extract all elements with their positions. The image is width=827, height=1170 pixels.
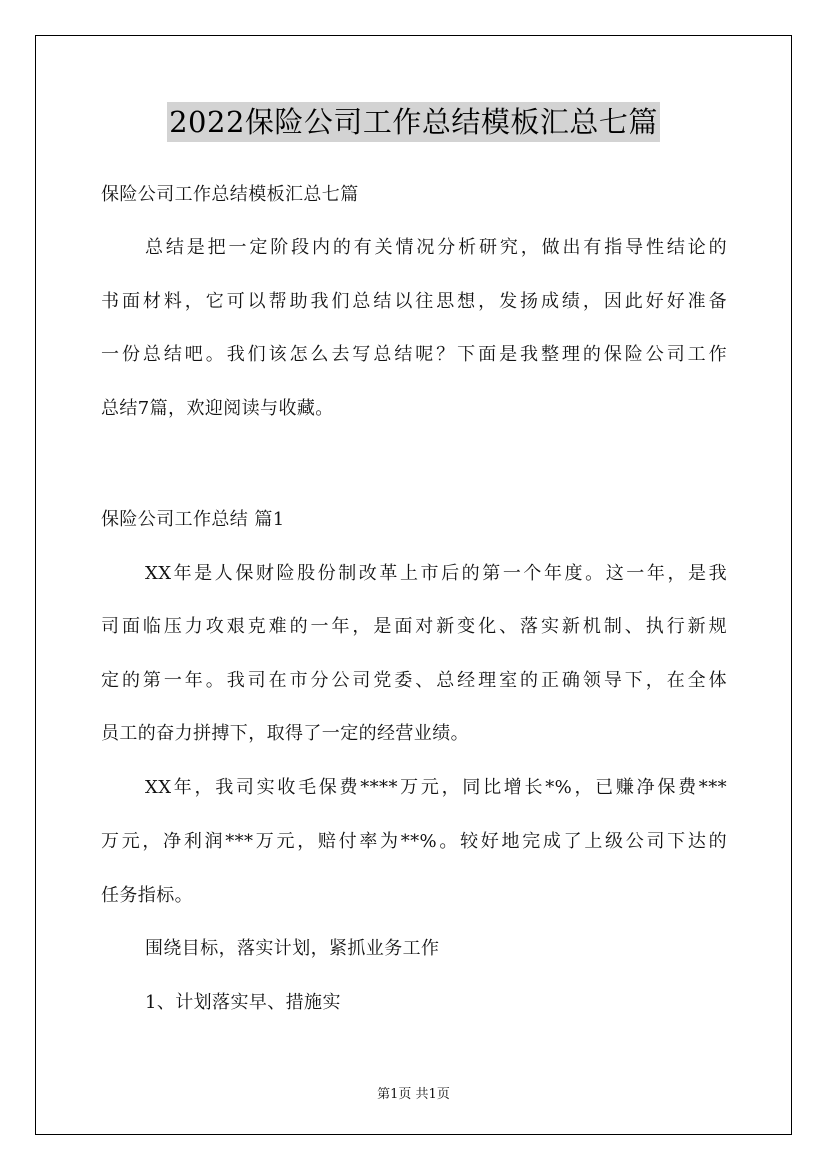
para2-line-1: XX年，我司实收毛保费****万元，同比增长*%，已赚净保费***	[145, 777, 727, 798]
section-heading: 保险公司工作总结 篇1	[101, 509, 285, 530]
intro-line-2: 书面材料，它可以帮助我们总结以往思想，发扬成绩，因此好好准备	[101, 291, 727, 312]
page-footer: 第1页 共1页	[377, 1087, 450, 1102]
para1-line-4: 员工的奋力拼搏下，取得了一定的经营业绩。	[101, 723, 469, 744]
intro-line-4: 总结7篇，欢迎阅读与收藏。	[101, 398, 334, 419]
para2-line-2: 万元，净利润***万元，赔付率为**%。较好地完成了上级公司下达的	[101, 831, 727, 852]
intro-line-1: 总结是把一定阶段内的有关情况分析研究，做出有指导性结论的	[145, 237, 727, 258]
title-container	[0, 102, 827, 142]
para4: 1、计划落实早、措施实	[145, 992, 341, 1013]
para3: 围绕目标，落实计划，紧抓业务工作	[145, 938, 440, 959]
document-title: 2022保险公司工作总结模板汇总七篇	[167, 102, 660, 142]
para1-line-3: 定的第一年。我司在市分公司党委、总经理室的正确领导下，在全体	[101, 670, 727, 691]
document-subtitle: 保险公司工作总结模板汇总七篇	[101, 184, 359, 205]
para2-line-3: 任务指标。	[101, 885, 193, 906]
intro-line-3: 一份总结吧。我们该怎么去写总结呢？下面是我整理的保险公司工作	[101, 344, 727, 365]
para1-line-1: XX年是人保财险股份制改革上市后的第一个年度。这一年，是我	[145, 563, 727, 584]
para1-line-2: 司面临压力攻艰克难的一年，是面对新变化、落实新机制、执行新规	[101, 616, 727, 637]
